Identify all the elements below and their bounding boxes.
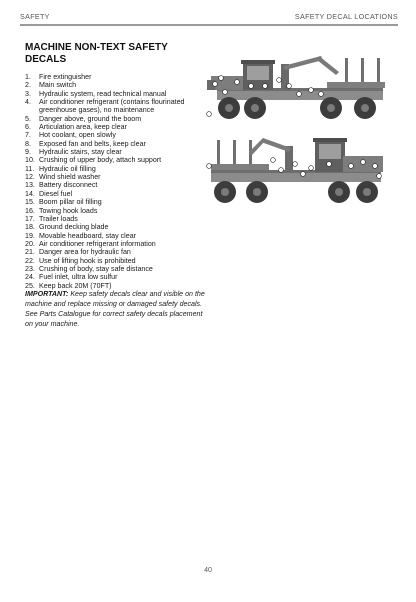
decal-number: 5. xyxy=(25,114,31,123)
decal-number: 1. xyxy=(25,73,31,81)
decal-number: 3. xyxy=(25,89,31,98)
decal-list-item xyxy=(25,81,200,89)
decal-description: Air conditioner refrigerant (contains flourinated greenhouse gases), no maintenance xyxy=(39,98,185,115)
decal-description: Hot coolant, open slowly xyxy=(39,131,116,140)
decal-description: Air conditioner refrigerant information xyxy=(39,239,156,248)
decal-list-item xyxy=(25,248,200,256)
decal-description: Exposed fan and belts, keep clear xyxy=(39,139,146,148)
decal-description: Main switch xyxy=(39,81,77,90)
decal-number: 24. xyxy=(25,273,35,282)
decal-list-item xyxy=(25,115,200,123)
decal-list-item xyxy=(25,90,200,98)
decal-description: Ground decking blade xyxy=(39,223,109,232)
decal-number: 11. xyxy=(25,164,35,173)
decal-list-item xyxy=(25,98,200,115)
important-label: IMPORTANT: xyxy=(25,290,69,298)
decal-list-item xyxy=(25,190,200,198)
decal-number: 23. xyxy=(25,264,35,273)
decal-list-item xyxy=(25,156,200,164)
decal-number: 8. xyxy=(25,139,31,148)
decal-description: Trailer loads xyxy=(39,214,78,223)
forwarder-opposite-side-illustration xyxy=(203,130,391,208)
decal-number: 9. xyxy=(25,148,31,157)
header-section: SAFETY xyxy=(20,12,50,21)
page-number: 40 xyxy=(204,567,212,574)
decal-list-item xyxy=(25,165,200,173)
decal-list xyxy=(25,73,200,290)
decal-number: 7. xyxy=(25,131,31,140)
decal-list-item xyxy=(25,207,200,215)
decal-number: 4. xyxy=(25,98,31,107)
decal-list-item xyxy=(25,257,200,265)
decal-list-item xyxy=(25,223,200,231)
decal-number: 15. xyxy=(25,198,35,207)
decal-number: 17. xyxy=(25,214,35,223)
decal-list-item xyxy=(25,131,200,139)
decal-number: 19. xyxy=(25,231,35,240)
header-divider xyxy=(20,24,398,26)
decal-description: Diesel fuel xyxy=(39,189,73,198)
decal-list-item xyxy=(25,148,200,156)
decal-number: 13. xyxy=(25,181,35,190)
decal-description: Danger area for hydraulic fan xyxy=(39,248,131,257)
decal-description: Battery disconnect xyxy=(39,181,98,190)
decal-list-item xyxy=(25,232,200,240)
decal-description: Fire extinguisher xyxy=(39,73,92,81)
decal-number: 16. xyxy=(25,206,35,215)
decal-number: 2. xyxy=(25,81,31,90)
decal-list-item xyxy=(25,140,200,148)
important-text: Keep safety decals clear and visible on the machine and replace missing or damaged safety decals. See Parts Catalogue for correct safety decals placement on your machine. xyxy=(25,290,205,328)
decal-number: 14. xyxy=(25,189,35,198)
decal-number: 18. xyxy=(25,223,35,232)
page-header xyxy=(20,10,398,28)
decal-description: Hydraulic stairs, stay clear xyxy=(39,148,122,157)
decal-list-item xyxy=(25,173,200,181)
decal-list-item xyxy=(25,123,200,131)
forwarder-side-view-illustration xyxy=(203,50,391,125)
decal-number: 25. xyxy=(25,281,35,290)
decal-description: Wind shield washer xyxy=(39,173,101,182)
decal-number: 22. xyxy=(25,256,35,265)
decal-number: 6. xyxy=(25,123,31,132)
decal-description: Towing hook loads xyxy=(39,206,98,215)
decal-number: 10. xyxy=(25,156,35,165)
decal-description: Hydraulic oil filling xyxy=(39,164,96,173)
decal-description: Boom pillar oil filling xyxy=(39,198,102,207)
decal-description: Crushing of upper body, attach support xyxy=(39,156,162,165)
decal-list-item xyxy=(25,198,200,206)
decal-list-item xyxy=(25,181,200,189)
decal-description: Crushing of body, stay safe distance xyxy=(39,264,153,273)
decal-description: Keep back 20M (70FT) xyxy=(39,281,112,290)
decal-description: Hydraulic system, read technical manual xyxy=(39,89,167,98)
decal-list-item xyxy=(25,240,200,248)
decal-list-item xyxy=(25,273,200,281)
decal-description: Articulation area, keep clear xyxy=(39,123,127,132)
important-note xyxy=(25,289,205,329)
decal-number: 12. xyxy=(25,173,35,182)
page-title: MACHINE NON-TEXT SAFETY DECALS xyxy=(25,42,168,65)
decal-number: 21. xyxy=(25,248,35,257)
decal-description: Danger above, ground the boom xyxy=(39,114,142,123)
decal-list-item xyxy=(25,215,200,223)
decal-list-item xyxy=(25,73,200,81)
decal-description: Use of lifting hook is prohibited xyxy=(39,256,136,265)
decal-description: Fuel inlet, ultra low sulfur xyxy=(39,273,118,282)
decal-list-item xyxy=(25,265,200,273)
decal-number: 20. xyxy=(25,239,35,248)
header-chapter: SAFETY DECAL LOCATIONS xyxy=(294,12,398,21)
decal-description: Movable headboard, stay clear xyxy=(39,231,137,240)
